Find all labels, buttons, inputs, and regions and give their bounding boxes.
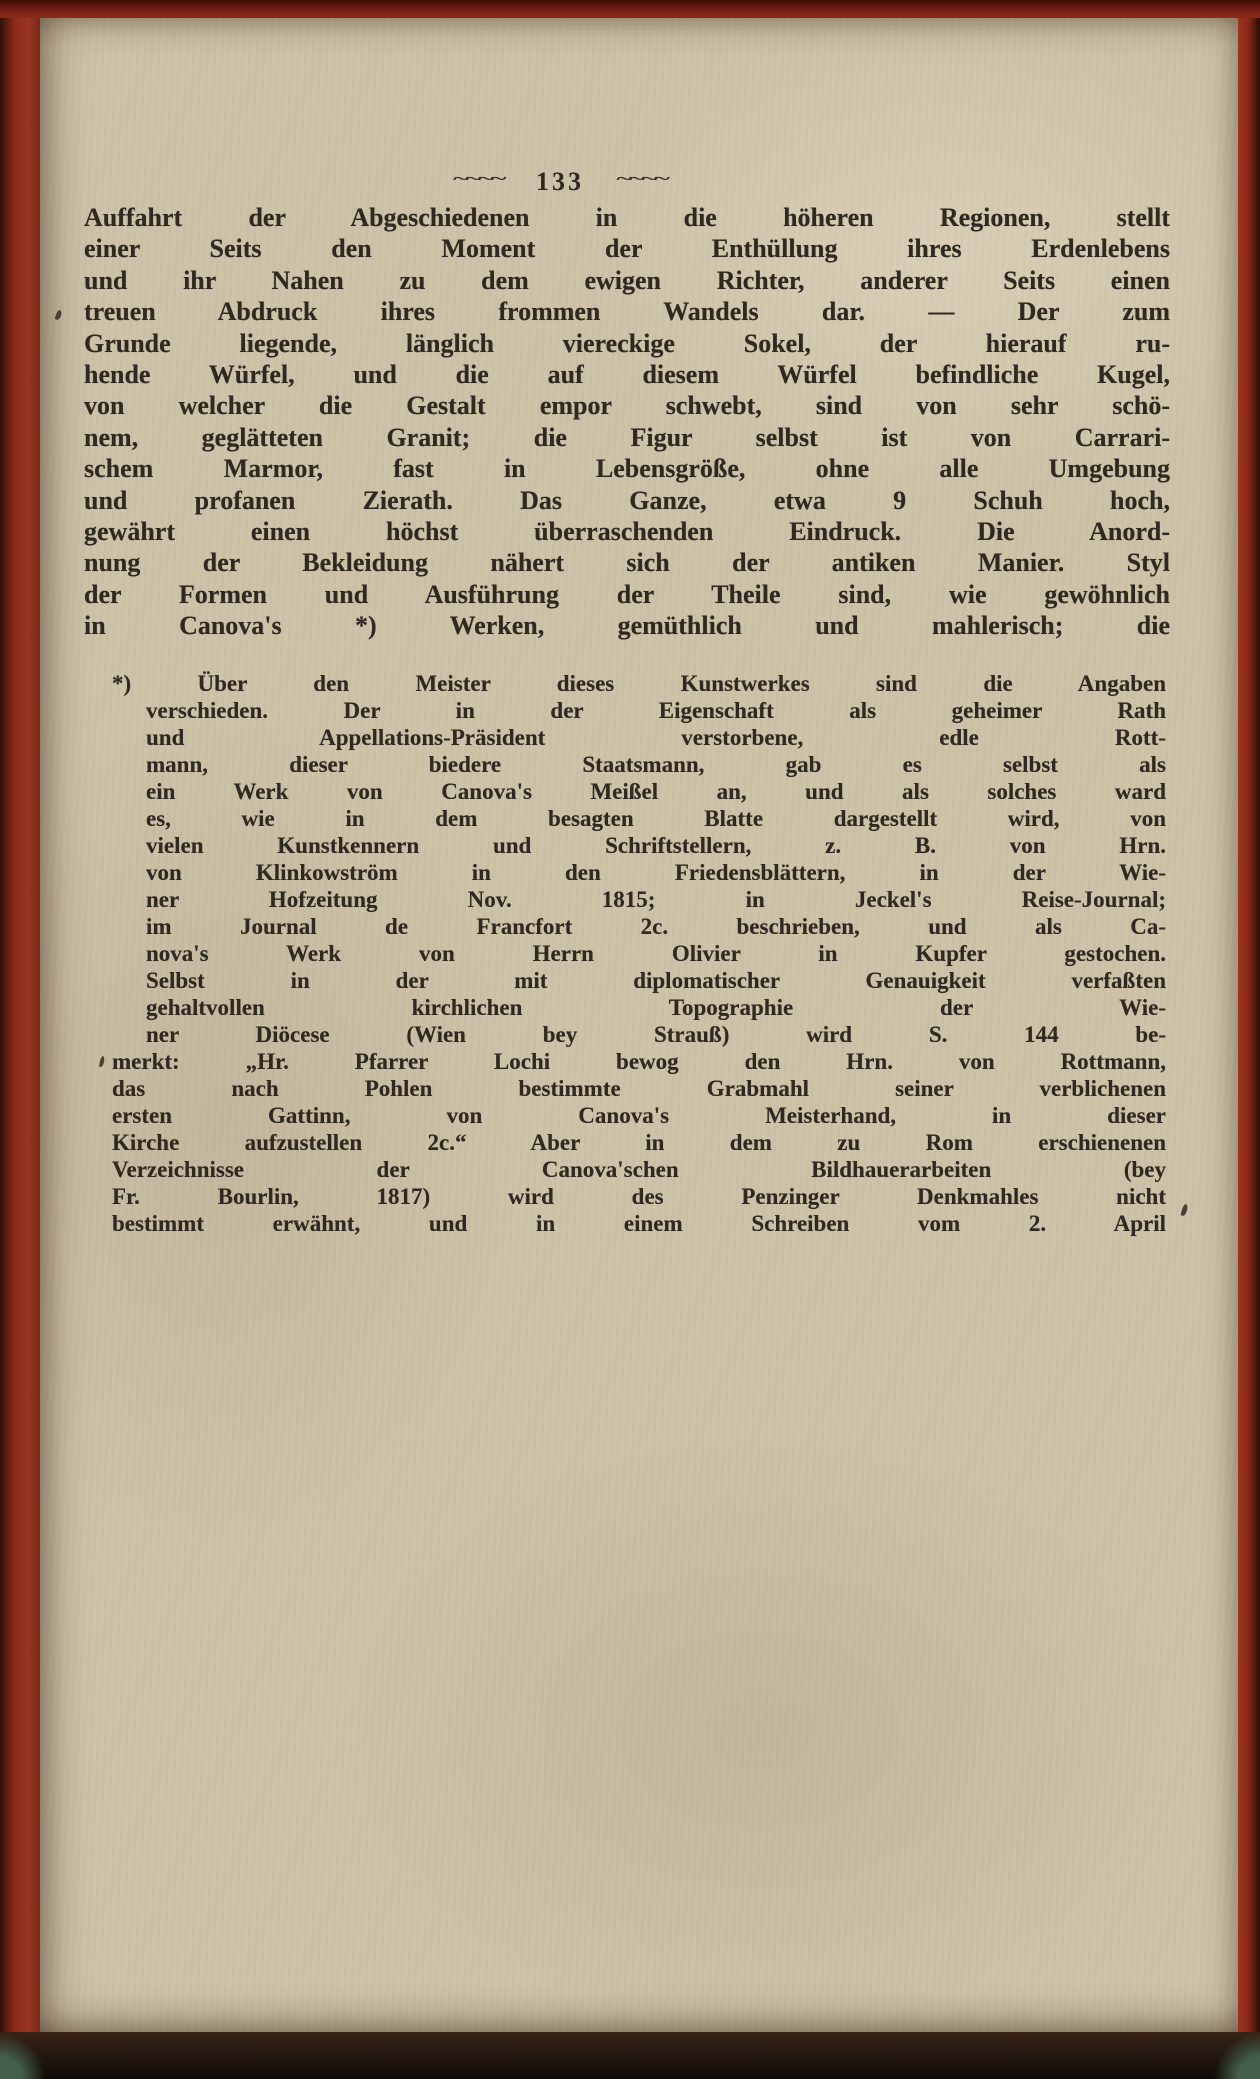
footnote bbox=[112, 670, 1166, 1237]
text-line: gewährt einen höchst überraschenden Eindruck. Die Anord- bbox=[84, 517, 1170, 547]
text-line: gehaltvollen kirchlichen Topographie der Wie- bbox=[146, 995, 1166, 1020]
text-line: ein Werk von Canova's Meißel an, und als solches ward bbox=[146, 779, 1166, 804]
text-line: einer Seits den Moment der Enthüllung ihres Erdenlebens bbox=[84, 234, 1170, 264]
text-line: hende Würfel, und die auf diesem Würfel befindliche Kugel, bbox=[84, 360, 1170, 390]
binding-edge-top bbox=[0, 0, 1260, 18]
text-line: treuen Abdruck ihres frommen Wandels dar. — Der zum bbox=[84, 297, 1170, 327]
text-line: nova's Werk von Herrn Olivier in Kupfer gestochen. bbox=[146, 941, 1166, 966]
text-line: Verzeichnisse der Canova'schen Bildhauerarbeiten (bey bbox=[112, 1157, 1166, 1182]
header-ornament-right-icon: ~~~~ bbox=[616, 169, 667, 188]
page-header bbox=[40, 164, 1080, 198]
text-line: vielen Kunstkennern und Schriftstellern, z. B. von Hrn. bbox=[146, 833, 1166, 858]
ink-speck bbox=[1181, 1204, 1189, 1217]
ink-speck bbox=[55, 309, 63, 320]
text-line: ner Diöcese (Wien bey Strauß) wird S. 144 be- bbox=[146, 1022, 1166, 1047]
binding-edge-bottom bbox=[0, 2032, 1260, 2079]
text-line: das nach Pohlen bestimmte Grabmahl seiner verblichenen bbox=[112, 1076, 1166, 1101]
text-line: ner Hofzeitung Nov. 1815; in Jeckel's Reise-Journal; bbox=[146, 887, 1166, 912]
binding-edge-left bbox=[0, 0, 40, 2079]
text-line: merkt: „Hr. Pfarrer Lochi bewog den Hrn. von Rottmann, bbox=[112, 1049, 1166, 1074]
ink-speck bbox=[99, 1056, 105, 1068]
header-ornament-left-icon: ~~~~ bbox=[453, 169, 504, 188]
text-line: in Canova's *) Werken, gemüthlich und mahlerisch; die bbox=[84, 611, 1170, 641]
page-number: 133 bbox=[536, 167, 584, 196]
text-line: bestimmt erwähnt, und in einem Schreiben vom 2. April bbox=[112, 1211, 1166, 1236]
text-line: im Journal de Francfort 2c. beschrieben, und als Ca- bbox=[146, 914, 1166, 939]
text-line: Selbst in der mit diplomatischer Genauigkeit verfaßten bbox=[146, 968, 1166, 993]
text-line: und Appellations-Präsident verstorbene, edle Rott- bbox=[146, 725, 1166, 750]
text-line: Kirche aufzustellen 2c.“ Aber in dem zu Rom erschienenen bbox=[112, 1130, 1166, 1155]
text-line: von Klinkowström in den Friedensblättern, in der Wie- bbox=[146, 860, 1166, 885]
text-line: und ihr Nahen zu dem ewigen Richter, anderer Seits einen bbox=[84, 265, 1170, 295]
text-line: es, wie in dem besagten Blatte dargestellt wird, von bbox=[146, 806, 1166, 831]
book-page bbox=[40, 18, 1238, 2032]
text-line: nem, geglätteten Granit; die Figur selbst ist von Carrari- bbox=[84, 422, 1170, 452]
text-line: von welcher die Gestalt empor schwebt, sind von sehr schö- bbox=[84, 391, 1170, 421]
text-line: Auffahrt der Abgeschiedenen in die höheren Regionen, stellt bbox=[84, 203, 1170, 232]
text-line: verschieden. Der in der Eigenschaft als geheimer Rath bbox=[146, 698, 1166, 723]
text-line: mann, dieser biedere Staatsmann, gab es selbst als bbox=[146, 752, 1166, 777]
text-line: und profanen Zierath. Das Ganze, etwa 9 Schuh hoch, bbox=[84, 485, 1170, 515]
text-line: Fr. Bourlin, 1817) wird des Penzinger Denkmahles nicht bbox=[112, 1184, 1166, 1209]
text-line: ersten Gattinn, von Canova's Meisterhand, in dieser bbox=[112, 1103, 1166, 1128]
main-text bbox=[84, 202, 1170, 642]
binding-edge-right bbox=[1238, 0, 1260, 2079]
text-line: schem Marmor, fast in Lebensgröße, ohne alle Umgebung bbox=[84, 454, 1170, 484]
text-line: Grunde liegende, länglich viereckige Sokel, der hierauf ru- bbox=[84, 328, 1170, 358]
text-line: nung der Bekleidung nähert sich der antiken Manier. Styl bbox=[84, 548, 1170, 578]
text-line: der Formen und Ausführung der Theile sind, wie gewöhnlich bbox=[84, 579, 1170, 609]
text-line: *) Über den Meister dieses Kunstwerkes sind die Angaben bbox=[112, 671, 1166, 696]
